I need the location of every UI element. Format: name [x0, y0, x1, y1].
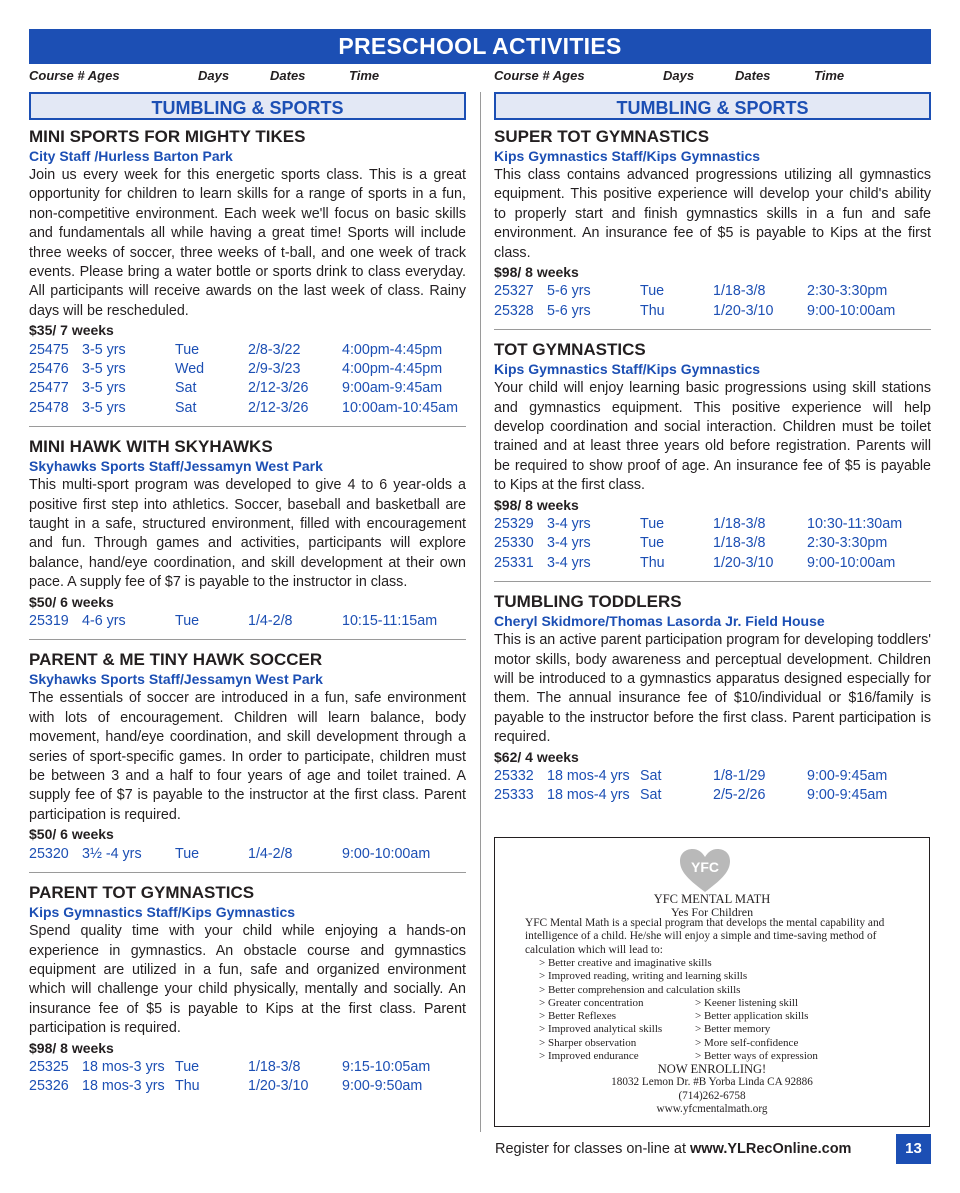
dates: 1/4-2/8: [248, 845, 293, 862]
class-description: This is an active parent participation program for developing toddlers' motor skills, body awareness and perceptual development. Children will be introduced to a gymnastics apparatus designed especially for them. The annual insurance fee of $10/individual or $16/family is payable to the instructor before the first class. Parent participation is required.: [494, 632, 931, 746]
course-number: 25475: [29, 341, 69, 358]
time: 2:30-3:30pm: [807, 283, 888, 300]
column-divider: [480, 92, 481, 1132]
class-fee: $98/ 8 weeks: [29, 1039, 114, 1056]
class-fee: $50/ 6 weeks: [29, 826, 114, 843]
class-section: [29, 883, 466, 1097]
class-row[interactable]: [494, 302, 931, 321]
ad-address: 18032 Lemon Dr. #B Yorba Linda CA 92886: [611, 1076, 813, 1089]
dates: 1/18-3/8: [248, 1058, 301, 1075]
class-title: TUMBLING TODDLERS: [494, 592, 682, 612]
ages: 3-5 yrs: [82, 361, 126, 378]
benefit-text: > Better Reflexes: [539, 1010, 617, 1023]
column-header-right: [494, 68, 931, 86]
days: Tue: [175, 341, 200, 358]
page-banner: PRESCHOOL ACTIVITIES: [29, 29, 931, 64]
ages: 3-4 yrs: [547, 516, 591, 533]
dates: 1/20-3/10: [248, 1078, 309, 1095]
footer-register: [495, 1141, 851, 1157]
class-title: TOT GYMNASTICS: [494, 340, 646, 360]
benefit-pair: [539, 1010, 899, 1023]
days: Sat: [175, 380, 197, 397]
days: Thu: [175, 1078, 200, 1095]
col-time: Time: [349, 68, 380, 83]
class-title: SUPER TOT GYMNASTICS: [494, 127, 710, 146]
ages: 3-5 yrs: [82, 380, 126, 397]
class-row[interactable]: [494, 786, 931, 805]
benefit-text: > Greater concentration: [539, 996, 644, 1009]
ages: 4-6 yrs: [82, 613, 126, 630]
category-header: TUMBLING & SPORTS: [29, 92, 466, 120]
days: Tue: [175, 1058, 200, 1075]
benefit-text: > Improved endurance: [539, 1050, 639, 1063]
ad-benefits-list: [539, 957, 899, 1063]
yfc-advertisement[interactable]: [494, 837, 930, 1127]
ages: 5-6 yrs: [547, 283, 591, 300]
class-fee: $98/ 8 weeks: [494, 496, 579, 513]
benefit-text: > Better ways of expression: [695, 1050, 818, 1063]
class-staff-location: Cheryl Skidmore/Thomas Lasorda Jr. Field House: [494, 613, 825, 630]
col-course: Course # Ages: [494, 68, 585, 83]
time: 10:30-11:30am: [807, 516, 903, 533]
class-row[interactable]: [494, 534, 931, 553]
category-header: TUMBLING & SPORTS: [494, 92, 931, 120]
time: 9:00-9:45am: [807, 768, 888, 785]
time: 9:00-10:00am: [342, 845, 431, 862]
col-time: Time: [814, 68, 845, 83]
course-number: 25331: [494, 554, 534, 571]
dates: 2/12-3/26: [248, 399, 309, 416]
time: 9:00-10:00am: [807, 302, 896, 319]
benefit-item: [539, 984, 899, 997]
section-divider: [494, 581, 931, 582]
benefit-pair: [539, 1037, 899, 1050]
footer-url-link[interactable]: www.YLRecOnline.com: [690, 1141, 852, 1157]
class-title: MINI SPORTS FOR MIGHTY TIKES: [29, 127, 306, 146]
benefit-text: > Sharper observation: [539, 1036, 637, 1049]
class-row[interactable]: [494, 554, 931, 573]
class-title: PARENT & ME TINY HAWK SOCCER: [29, 650, 323, 670]
time: 4:00pm-4:45pm: [342, 361, 443, 378]
col-course: Course # Ages: [29, 68, 120, 83]
ad-body: YFC Mental Math is a special program that develops the mental capability and intelligence of a child. He/she will enjoy a simple and time-saving method of calculation which will lead to:: [525, 917, 885, 956]
dates: 1/20-3/10: [713, 302, 774, 319]
class-row[interactable]: [29, 1077, 466, 1096]
class-row[interactable]: [29, 379, 466, 398]
time: 10:15-11:15am: [342, 613, 438, 630]
col-days: Days: [198, 68, 230, 83]
class-section: [29, 127, 466, 418]
class-section: [494, 340, 931, 573]
class-row[interactable]: [29, 341, 466, 360]
col-dates: Dates: [270, 68, 306, 83]
class-row[interactable]: [494, 282, 931, 301]
time: 2:30-3:30pm: [807, 535, 888, 552]
course-number: 25325: [29, 1058, 69, 1075]
dates: 2/8-3/22: [248, 341, 301, 358]
benefit-text: > Better comprehension and calculation skills: [539, 983, 741, 996]
class-description: This class contains advanced progressions utilizing all gymnastics equipment. This positive experience will develop your child's ability to properly start and finish gymnastics skills in a fun and safe environment. An insurance fee of $5 is payable to Kips at the first class.: [494, 167, 931, 261]
class-fee: $98/ 8 weeks: [494, 264, 579, 281]
days: Tue: [175, 613, 200, 630]
class-staff-location: City Staff /Hurless Barton Park: [29, 148, 233, 164]
days: Thu: [640, 302, 665, 319]
class-section: [29, 437, 466, 631]
class-staff-location: Kips Gymnastics Staff/Kips Gymnastics: [494, 361, 761, 378]
course-number: 25319: [29, 613, 69, 630]
col-dates: Dates: [735, 68, 771, 83]
time: 9:15-10:05am: [342, 1058, 431, 1075]
course-number: 25477: [29, 380, 69, 397]
ages: 3½ -4 yrs: [82, 845, 142, 862]
time: 9:00-9:45am: [807, 787, 888, 804]
class-staff-location: Skyhawks Sports Staff/Jessamyn West Park: [29, 458, 323, 475]
benefit-text: > Improved analytical skills: [539, 1023, 663, 1036]
class-row[interactable]: [494, 767, 931, 786]
course-number: 25320: [29, 845, 69, 862]
class-section: [494, 127, 931, 321]
class-row[interactable]: [29, 399, 466, 418]
class-description: Your child will enjoy learning basic progressions using skill stations and gymnastics equipment. This positive experience will help develop coordination and social interaction. Children must be toilet trained and at least three years old before registration. Parents will be required to show proof of age. An insurance fee of $5 is payable to Kips at the first class.: [494, 380, 931, 494]
class-row[interactable]: [29, 612, 466, 631]
page-number: 13: [896, 1134, 931, 1164]
class-section: [29, 650, 466, 864]
days: Sat: [175, 399, 197, 416]
class-staff-location: Kips Gymnastics Staff/Kips Gymnastics: [494, 148, 761, 164]
ad-enroll: NOW ENROLLING!: [657, 1062, 767, 1076]
class-description: Join us every week for this energetic sports class. This is a great opportunity for children to learn skills for a range of sports in a fun, non-competitive environment. Each week we'll focus on basic skills and fundamentals all while having a great time! Sports will include three weeks of soccer, three weeks of t-ball, and one week of track events. Please bring a water bottle or sports drink to class everyday. All participants will receive awards on the last week of class. Rainy days will be rescheduled.: [29, 167, 466, 319]
class-section: [494, 592, 931, 806]
ages: 18 mos-3 yrs: [82, 1058, 165, 1075]
benefit-pair: [539, 1023, 899, 1036]
days: Sat: [640, 787, 662, 804]
time: 9:00-10:00am: [807, 554, 896, 571]
benefit-text: > Better creative and imaginative skills: [539, 957, 712, 969]
column-header-left: [29, 68, 466, 86]
class-title: MINI HAWK WITH SKYHAWKS: [29, 437, 273, 457]
course-number: 25333: [494, 787, 534, 804]
ages: 3-4 yrs: [547, 535, 591, 552]
section-divider: [29, 426, 466, 427]
ad-subtitle: Yes For Children: [670, 905, 754, 919]
ad-contact: [495, 1063, 929, 1117]
class-description: This multi-sport program was developed to give 4 to 6 year-olds a positive first step into athletics. Soccer, baseball and basketball are taught in a safe, structured environment, filled with encouragement and fun. Through games and activities, participants will explore balance, hand/eye coordination, and skill development at their own pace. A supply fee of $7 is payable to the instructor in class.: [29, 477, 466, 591]
ad-phone: (714)262-6758: [678, 1089, 746, 1102]
benefit-text: > More self-confidence: [695, 1036, 799, 1049]
benefit-item: [539, 970, 899, 983]
days: Wed: [175, 361, 205, 378]
footer-text: Register for classes on-line at: [495, 1141, 691, 1157]
time: 9:00-9:50am: [342, 1078, 423, 1095]
ad-title: YFC MENTAL MATH: [653, 892, 771, 906]
course-number: 25328: [494, 302, 534, 319]
yfc-logo-icon: [679, 848, 731, 894]
dates: 2/12-3/26: [248, 380, 309, 397]
benefit-text: > Keener listening skill: [695, 996, 799, 1009]
course-number: 25327: [494, 283, 534, 300]
days: Tue: [640, 535, 665, 552]
right-column: [494, 92, 931, 806]
course-number: 25329: [494, 516, 534, 533]
course-number: 25330: [494, 535, 534, 552]
class-staff-location: Kips Gymnastics Staff/Kips Gymnastics: [29, 904, 296, 921]
benefit-text: > Better memory: [695, 1023, 771, 1036]
benefit-text: > Improved reading, writing and learning skills: [539, 970, 748, 983]
class-description: The essentials of soccer are introduced in a fun, safe environment with lots of encouragement. Children will learn balance, body movement, hand/eye coordination, and skill development through a series of sport-specific games. In order to participate, children must be between 3 and a half to four years of age and toilet trained. A supply fee of $7 is payable to the instructor at the first class. Parent participation is required.: [29, 690, 466, 823]
dates: 1/18-3/8: [713, 535, 766, 552]
dates: 1/20-3/10: [713, 554, 774, 571]
course-number: 25478: [29, 399, 69, 416]
time: 4:00pm-4:45pm: [342, 341, 443, 358]
class-fee: $35/ 7 weeks: [29, 322, 114, 339]
dates: 1/4-2/8: [248, 613, 293, 630]
days: Tue: [640, 283, 665, 300]
course-number: 25476: [29, 361, 69, 378]
dates: 1/8-1/29: [713, 768, 766, 785]
days: Tue: [175, 845, 200, 862]
days: Tue: [640, 516, 665, 533]
ages: 18 mos-4 yrs: [547, 787, 630, 804]
course-number: 25326: [29, 1078, 69, 1095]
dates: 1/18-3/8: [713, 516, 766, 533]
ages: 5-6 yrs: [547, 302, 591, 319]
class-row[interactable]: [29, 845, 466, 864]
class-row[interactable]: [494, 515, 931, 534]
class-fee: $50/ 6 weeks: [29, 593, 114, 610]
class-title: PARENT TOT GYMNASTICS: [29, 883, 255, 903]
class-fee: $62/ 4 weeks: [494, 748, 579, 765]
left-column: [29, 92, 466, 1097]
col-days: Days: [663, 68, 695, 83]
time: 9:00am-9:45am: [342, 380, 443, 397]
benefit-text: > Better application skills: [695, 1010, 809, 1023]
ages: 18 mos-4 yrs: [547, 768, 630, 785]
class-row[interactable]: [29, 1058, 466, 1077]
section-divider: [29, 872, 466, 873]
section-divider: [494, 329, 931, 330]
dates: 2/5-2/26: [713, 787, 766, 804]
ages: 3-5 yrs: [82, 341, 126, 358]
ages: 3-4 yrs: [547, 554, 591, 571]
logo-text: YFC: [691, 859, 719, 875]
time: 10:00am-10:45am: [342, 399, 459, 416]
benefit-pair: [539, 997, 899, 1010]
days: Sat: [640, 768, 662, 785]
dates: 2/9-3/23: [248, 361, 301, 378]
section-divider: [29, 639, 466, 640]
class-description: Spend quality time with your child while enjoying a hands-on experience in gymnastics. An obstacle course and gymnastics equipment are utilized in a fun, safe and organized environment which will challenge your child physically, mentally and socially. An insurance fee of $5 is payable to Kips at the first class. Parent participation is required.: [29, 923, 466, 1037]
class-row[interactable]: [29, 360, 466, 379]
benefit-item: [539, 957, 899, 970]
ad-website[interactable]: www.yfcmentalmath.org: [656, 1103, 768, 1116]
dates: 1/18-3/8: [713, 283, 766, 300]
ages: 3-5 yrs: [82, 399, 126, 416]
class-staff-location: Skyhawks Sports Staff/Jessamyn West Park: [29, 671, 323, 688]
course-number: 25332: [494, 768, 534, 785]
days: Thu: [640, 554, 665, 571]
ages: 18 mos-3 yrs: [82, 1078, 165, 1095]
